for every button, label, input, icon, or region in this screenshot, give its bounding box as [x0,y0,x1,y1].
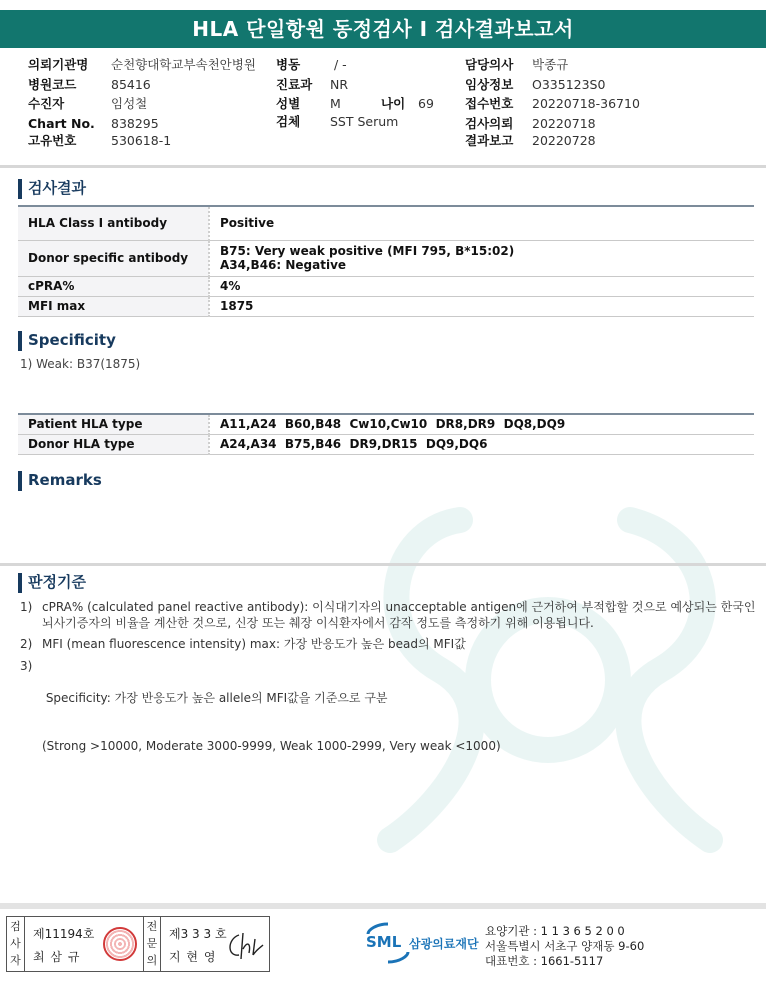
header-divider [0,165,766,168]
hospital-row [28,57,88,73]
criteria-item [42,658,501,770]
specificity-heading: Specificity [18,331,116,351]
criteria-num: 3) [20,659,33,673]
age-value: 69 [418,96,434,111]
criteria-line: (Strong >10000, Moderate 3000-9999, Weak 1000-2999, Very weak <1000) [42,739,501,753]
doctor-label: 담당의사 [465,57,514,72]
report-date-label: 결과보고 [465,133,514,148]
dsa-line-2: A34,B46: Negative [220,258,347,272]
examiner-name: 최 삼 규 [33,950,81,964]
criteria-item [42,599,755,631]
sex-value: M [330,96,341,111]
examiner-label [7,917,25,971]
specialist-label-char: 문 [146,937,158,950]
specialist-label-char: 전 [146,920,158,933]
examiner-label-char: 사 [10,937,21,950]
org-name: 삼광의료재단 [409,937,479,951]
result-key: Donor specific antibody [18,240,209,276]
age-label: 나이 [381,96,406,111]
table-row [18,414,754,434]
seal-icon [103,927,137,961]
receipt-value: 20220718-36710 [532,96,640,111]
results-heading: 검사결과 [18,179,86,199]
sml-logo-text: SML [366,933,402,951]
sex-label: 성별 [276,96,301,111]
code-label: 병원코드 [28,77,77,92]
table-row [18,206,754,240]
examiner-label-char: 자 [10,954,21,967]
remarks-heading: Remarks [18,471,102,491]
ward-value: / - [334,57,347,72]
patient-label: 수진자 [28,96,65,111]
table-row [18,240,754,276]
hla-value: A11,A24 B60,B48 Cw10,Cw10 DR8,DR9 DQ8,DQ9 [209,414,754,434]
result-key: cPRA% [18,276,209,296]
criteria-line: Specificity: 가장 반응도가 높은 allele의 MFI값을 기준으로 구분 [42,691,388,705]
org-info [485,924,644,969]
id-value: 530618-1 [111,133,172,148]
patient-value: 임성철 [111,96,148,111]
result-value: 4% [209,276,754,296]
hospital-label: 의뢰기관명 [28,57,89,72]
criteria-num: 2) [20,637,33,651]
hla-key: Patient HLA type [18,414,209,434]
chart-value: 838295 [111,116,159,131]
criteria-line: cPRA% (calculated panel reactive antibody): 이식대기자의 unacceptable antigen에 근거하여 부적합할 것으로 예상되는 한국인 [42,600,756,614]
chart-label: Chart No. [28,116,95,131]
hospital-value: 순천향대학교부속천안병원 [111,57,256,72]
specimen-value: SST Serum [330,114,399,129]
criteria-line: MFI (mean fluorescence intensity) max: 가장 반응도가 높은 bead의 MFI값 [42,637,466,651]
result-key: MFI max [18,296,209,316]
footer-divider [0,903,766,909]
table-row [18,434,754,454]
table-row [18,296,754,316]
clinical-label: 임상정보 [465,77,514,92]
specialist-label-char: 의 [146,954,158,967]
report-date-value: 20220728 [532,133,596,148]
specificity-text: 1) Weak: B37(1875) [20,357,141,371]
result-value: 1875 [209,296,754,316]
specialist-name: 지 현 영 [169,950,217,964]
criteria-item [42,636,466,652]
criteria-heading: 판정기준 [18,573,86,593]
org-phone: 대표번호 : 1661-5117 [485,954,604,968]
hla-value: A24,A34 B75,B46 DR9,DR15 DQ9,DQ6 [209,434,754,454]
request-value: 20220718 [532,116,596,131]
specimen-label: 검체 [276,114,301,129]
receipt-label: 접수번호 [465,96,514,111]
dept-value: NR [330,77,349,92]
examiner-label-char: 검 [10,920,21,933]
results-table [18,205,754,317]
id-label: 고유번호 [28,133,77,148]
doctor-value: 박종규 [532,57,569,72]
request-label: 검사의뢰 [465,116,514,131]
code-value: 85416 [111,77,151,92]
dsa-line-1: B75: Very weak positive (MFI 795, B*15:02) [220,244,515,258]
clinical-value: O335123S0 [532,77,606,92]
specialist-label [143,917,161,971]
hla-table [18,413,754,455]
signature-box [6,916,270,972]
report-title: HLA 단일항원 동정검사 I 검사결과보고서 [0,10,766,48]
ward-label: 병동 [276,57,301,72]
remarks-divider [0,563,766,566]
org-address: 서울특별시 서초구 양재동 9-60 [485,939,645,953]
org-code: 요양기관 : 1 1 3 6 5 2 0 0 [485,924,625,938]
criteria-num: 1) [20,600,33,614]
dept-label: 진료과 [276,77,313,92]
criteria-line: 뇌사기증자의 비율을 계산한 것으로, 신장 또는 췌장 이식환자에서 감작 정도를 측정하기 위해 이용됩니다. [42,616,594,630]
signature-icon [225,929,265,963]
examiner-license: 제11194호 [33,927,95,941]
result-key: HLA Class I antibody [18,206,209,240]
specialist-license: 제3 3 3 호 [169,927,227,941]
result-value: Positive [209,206,754,240]
hla-key: Donor HLA type [18,434,209,454]
table-row [18,276,754,296]
